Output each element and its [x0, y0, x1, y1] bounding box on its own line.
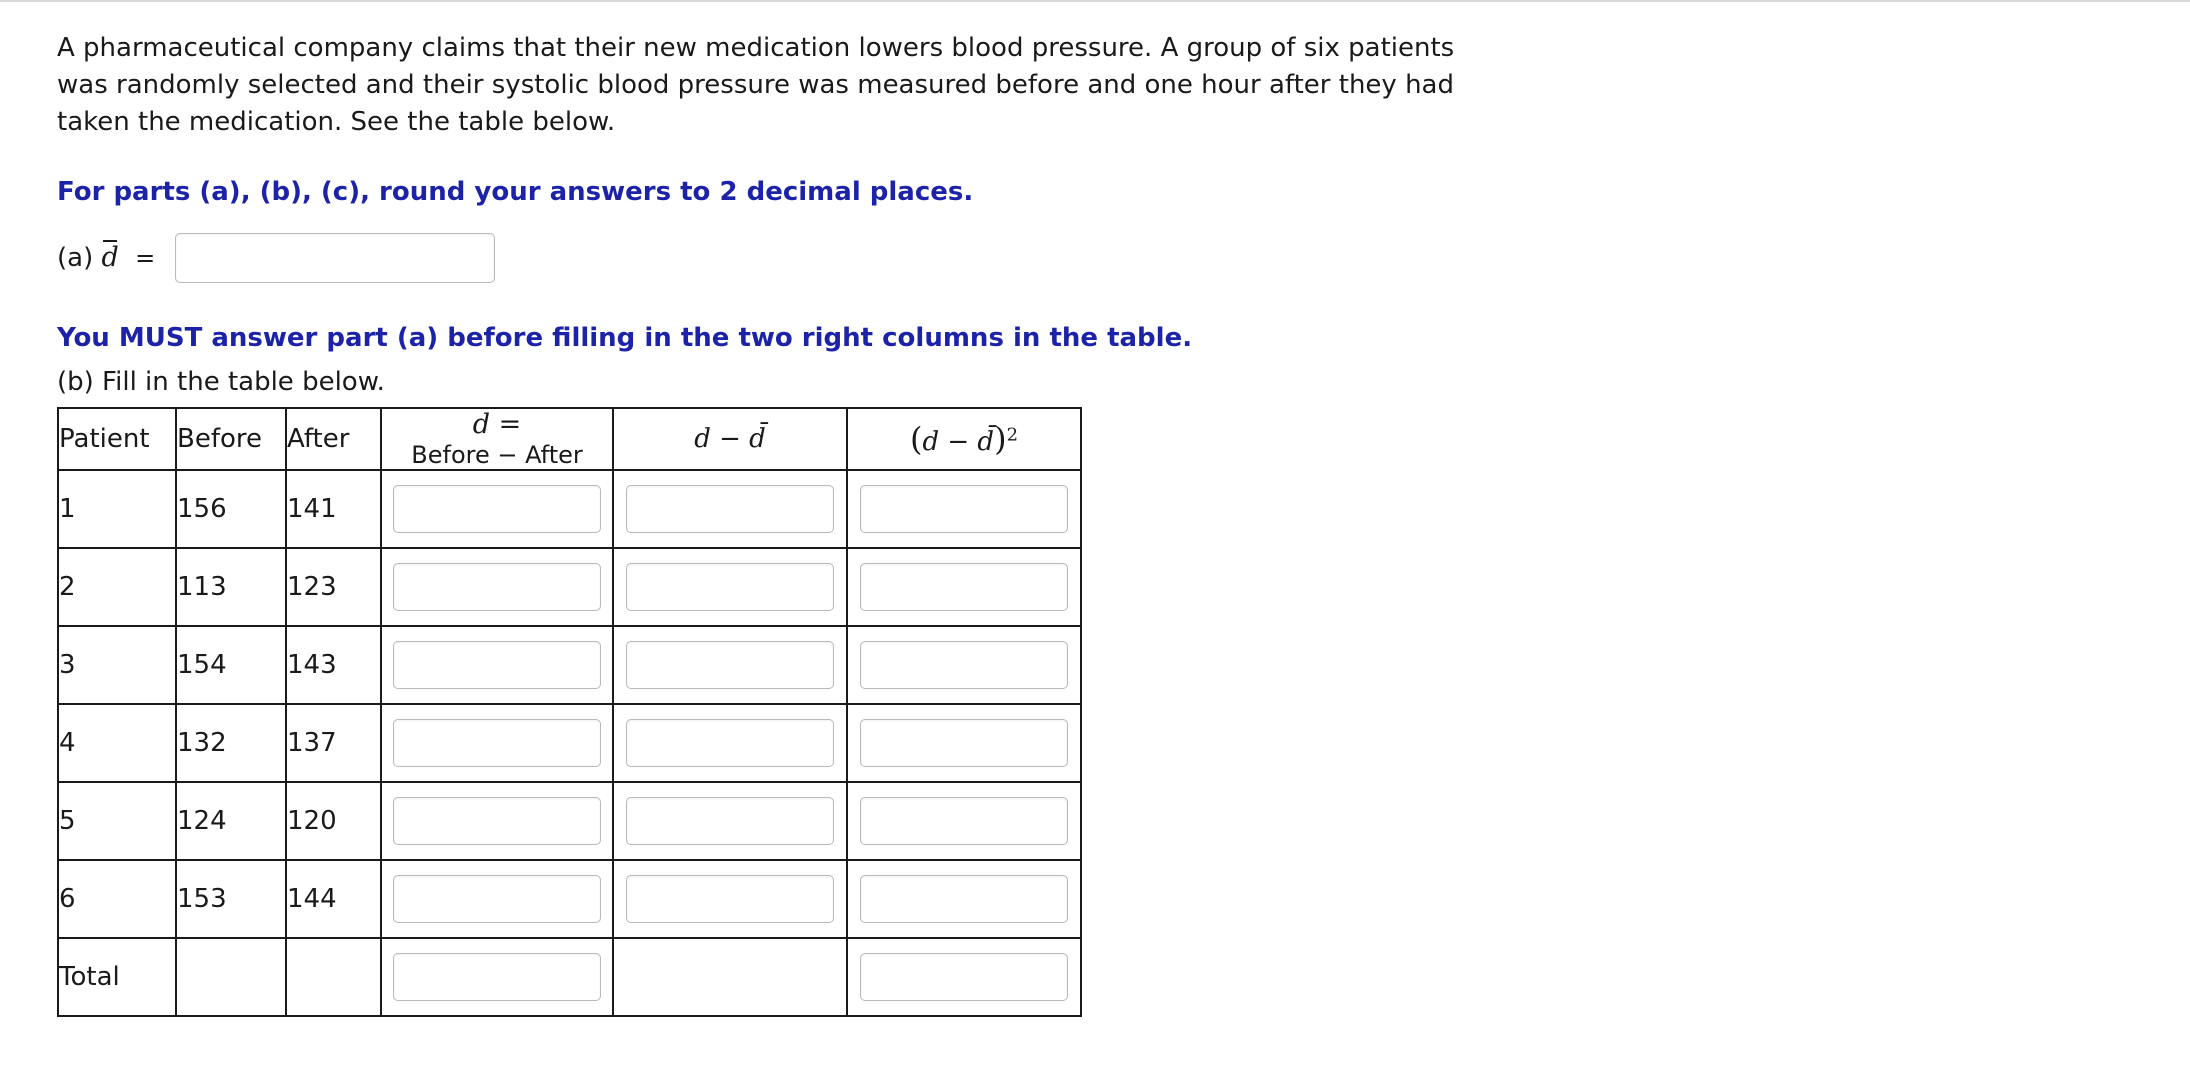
table-total-row: [58, 938, 1081, 1016]
cell-d-minus-dbar-squared: [847, 704, 1081, 782]
cell-d-minus-dbar-squared: [847, 860, 1081, 938]
header-after: After: [286, 408, 381, 470]
header-patient: Patient: [58, 408, 176, 470]
rounding-note: For parts (a), (b), (c), round your answers to 2 decimal places.: [57, 176, 974, 207]
input-d-row2[interactable]: [393, 563, 601, 611]
input-d-row4[interactable]: [393, 719, 601, 767]
part-b-label: (b) Fill in the table below.: [57, 366, 385, 397]
cell-patient: 4: [58, 704, 176, 782]
cell-patient: 6: [58, 860, 176, 938]
part-a-label: [57, 242, 165, 273]
cell-d: [381, 782, 613, 860]
input-d-minus-dbar-sq-row5[interactable]: [860, 797, 1068, 845]
table-row: [58, 548, 1081, 626]
paren-body: d − d̄: [922, 426, 995, 457]
table-header-row: [58, 408, 1081, 470]
table-row: [58, 470, 1081, 548]
table-row: [58, 626, 1081, 704]
input-d-row5[interactable]: [393, 797, 601, 845]
cell-d: [381, 860, 613, 938]
cell-total-d: [381, 938, 613, 1016]
input-d-minus-dbar-row6[interactable]: [626, 875, 834, 923]
header-d-minus-dbar-squared: [847, 408, 1081, 470]
input-total-d[interactable]: [393, 953, 601, 1001]
cell-d-minus-dbar: [613, 626, 847, 704]
cell-d-minus-dbar-squared: [847, 626, 1081, 704]
input-d-row1[interactable]: [393, 485, 601, 533]
input-d-row3[interactable]: [393, 641, 601, 689]
cell-before: 113: [176, 548, 286, 626]
cell-d-minus-dbar-squared: [847, 470, 1081, 548]
paren-close: ): [994, 419, 1007, 458]
header-d-minus-dbar: d − d̄: [613, 408, 847, 470]
input-d-row6[interactable]: [393, 875, 601, 923]
paren-open: (: [909, 419, 923, 458]
header-d-formula: [381, 408, 613, 470]
header-before: Before: [176, 408, 286, 470]
table-row: [58, 860, 1081, 938]
table-row: [58, 782, 1081, 860]
cell-d: [381, 626, 613, 704]
part-a-prefix: (a): [57, 243, 94, 274]
blood-pressure-table: [57, 407, 1082, 1017]
dbar-symbol: d: [101, 242, 119, 274]
must-answer-note: You MUST answer part (a) before filling in the two right columns in the table.: [57, 322, 1193, 353]
input-d-minus-dbar-sq-row2[interactable]: [860, 563, 1068, 611]
input-d-minus-dbar-row3[interactable]: [626, 641, 834, 689]
input-d-minus-dbar-sq-row4[interactable]: [860, 719, 1068, 767]
cell-before: 153: [176, 860, 286, 938]
cell-patient: 1: [58, 470, 176, 548]
equals-sign: =: [135, 244, 156, 273]
cell-d-minus-dbar: [613, 470, 847, 548]
cell-after: 144: [286, 860, 381, 938]
cell-after: 141: [286, 470, 381, 548]
cell-d-minus-dbar: [613, 860, 847, 938]
input-total-d-minus-dbar-sq[interactable]: [860, 953, 1068, 1001]
cell-before: 154: [176, 626, 286, 704]
input-d-minus-dbar-row5[interactable]: [626, 797, 834, 845]
part-a-answer-input[interactable]: [175, 233, 495, 283]
cell-after: 137: [286, 704, 381, 782]
cell-total-label: Total: [58, 938, 176, 1016]
cell-d: [381, 548, 613, 626]
cell-total-before: [176, 938, 286, 1016]
cell-d-minus-dbar: [613, 548, 847, 626]
cell-before: 132: [176, 704, 286, 782]
input-d-minus-dbar-row2[interactable]: [626, 563, 834, 611]
table-row: [58, 704, 1081, 782]
exponent-2: 2: [1006, 424, 1019, 446]
cell-after: 123: [286, 548, 381, 626]
input-d-minus-dbar-row4[interactable]: [626, 719, 834, 767]
input-d-minus-dbar-sq-row3[interactable]: [860, 641, 1068, 689]
input-d-minus-dbar-sq-row6[interactable]: [860, 875, 1068, 923]
cell-d: [381, 704, 613, 782]
cell-d-minus-dbar: [613, 782, 847, 860]
cell-patient: 2: [58, 548, 176, 626]
content-area: [57, 30, 2137, 1017]
cell-patient: 5: [58, 782, 176, 860]
cell-total-after: [286, 938, 381, 1016]
cell-after: 120: [286, 782, 381, 860]
cell-d: [381, 470, 613, 548]
cell-total-d-minus-dbar: [613, 938, 847, 1016]
problem-statement: A pharmaceutical company claims that their new medication lowers blood pressure. A group of six patients was randomly selected and their systolic blood pressure was measured before and one hour after they had taken the medication. See the table below.: [57, 33, 1455, 137]
part-a-row: [57, 233, 2137, 283]
cell-after: 143: [286, 626, 381, 704]
top-divider: [0, 0, 2190, 2]
header-d-line1: d =: [472, 408, 522, 440]
cell-before: 124: [176, 782, 286, 860]
cell-before: 156: [176, 470, 286, 548]
input-d-minus-dbar-row1[interactable]: [626, 485, 834, 533]
cell-total-d-minus-dbar-squared: [847, 938, 1081, 1016]
cell-d-minus-dbar-squared: [847, 782, 1081, 860]
cell-patient: 3: [58, 626, 176, 704]
cell-d-minus-dbar-squared: [847, 548, 1081, 626]
cell-d-minus-dbar: [613, 704, 847, 782]
header-d-line2: Before − After: [411, 440, 583, 469]
input-d-minus-dbar-sq-row1[interactable]: [860, 485, 1068, 533]
